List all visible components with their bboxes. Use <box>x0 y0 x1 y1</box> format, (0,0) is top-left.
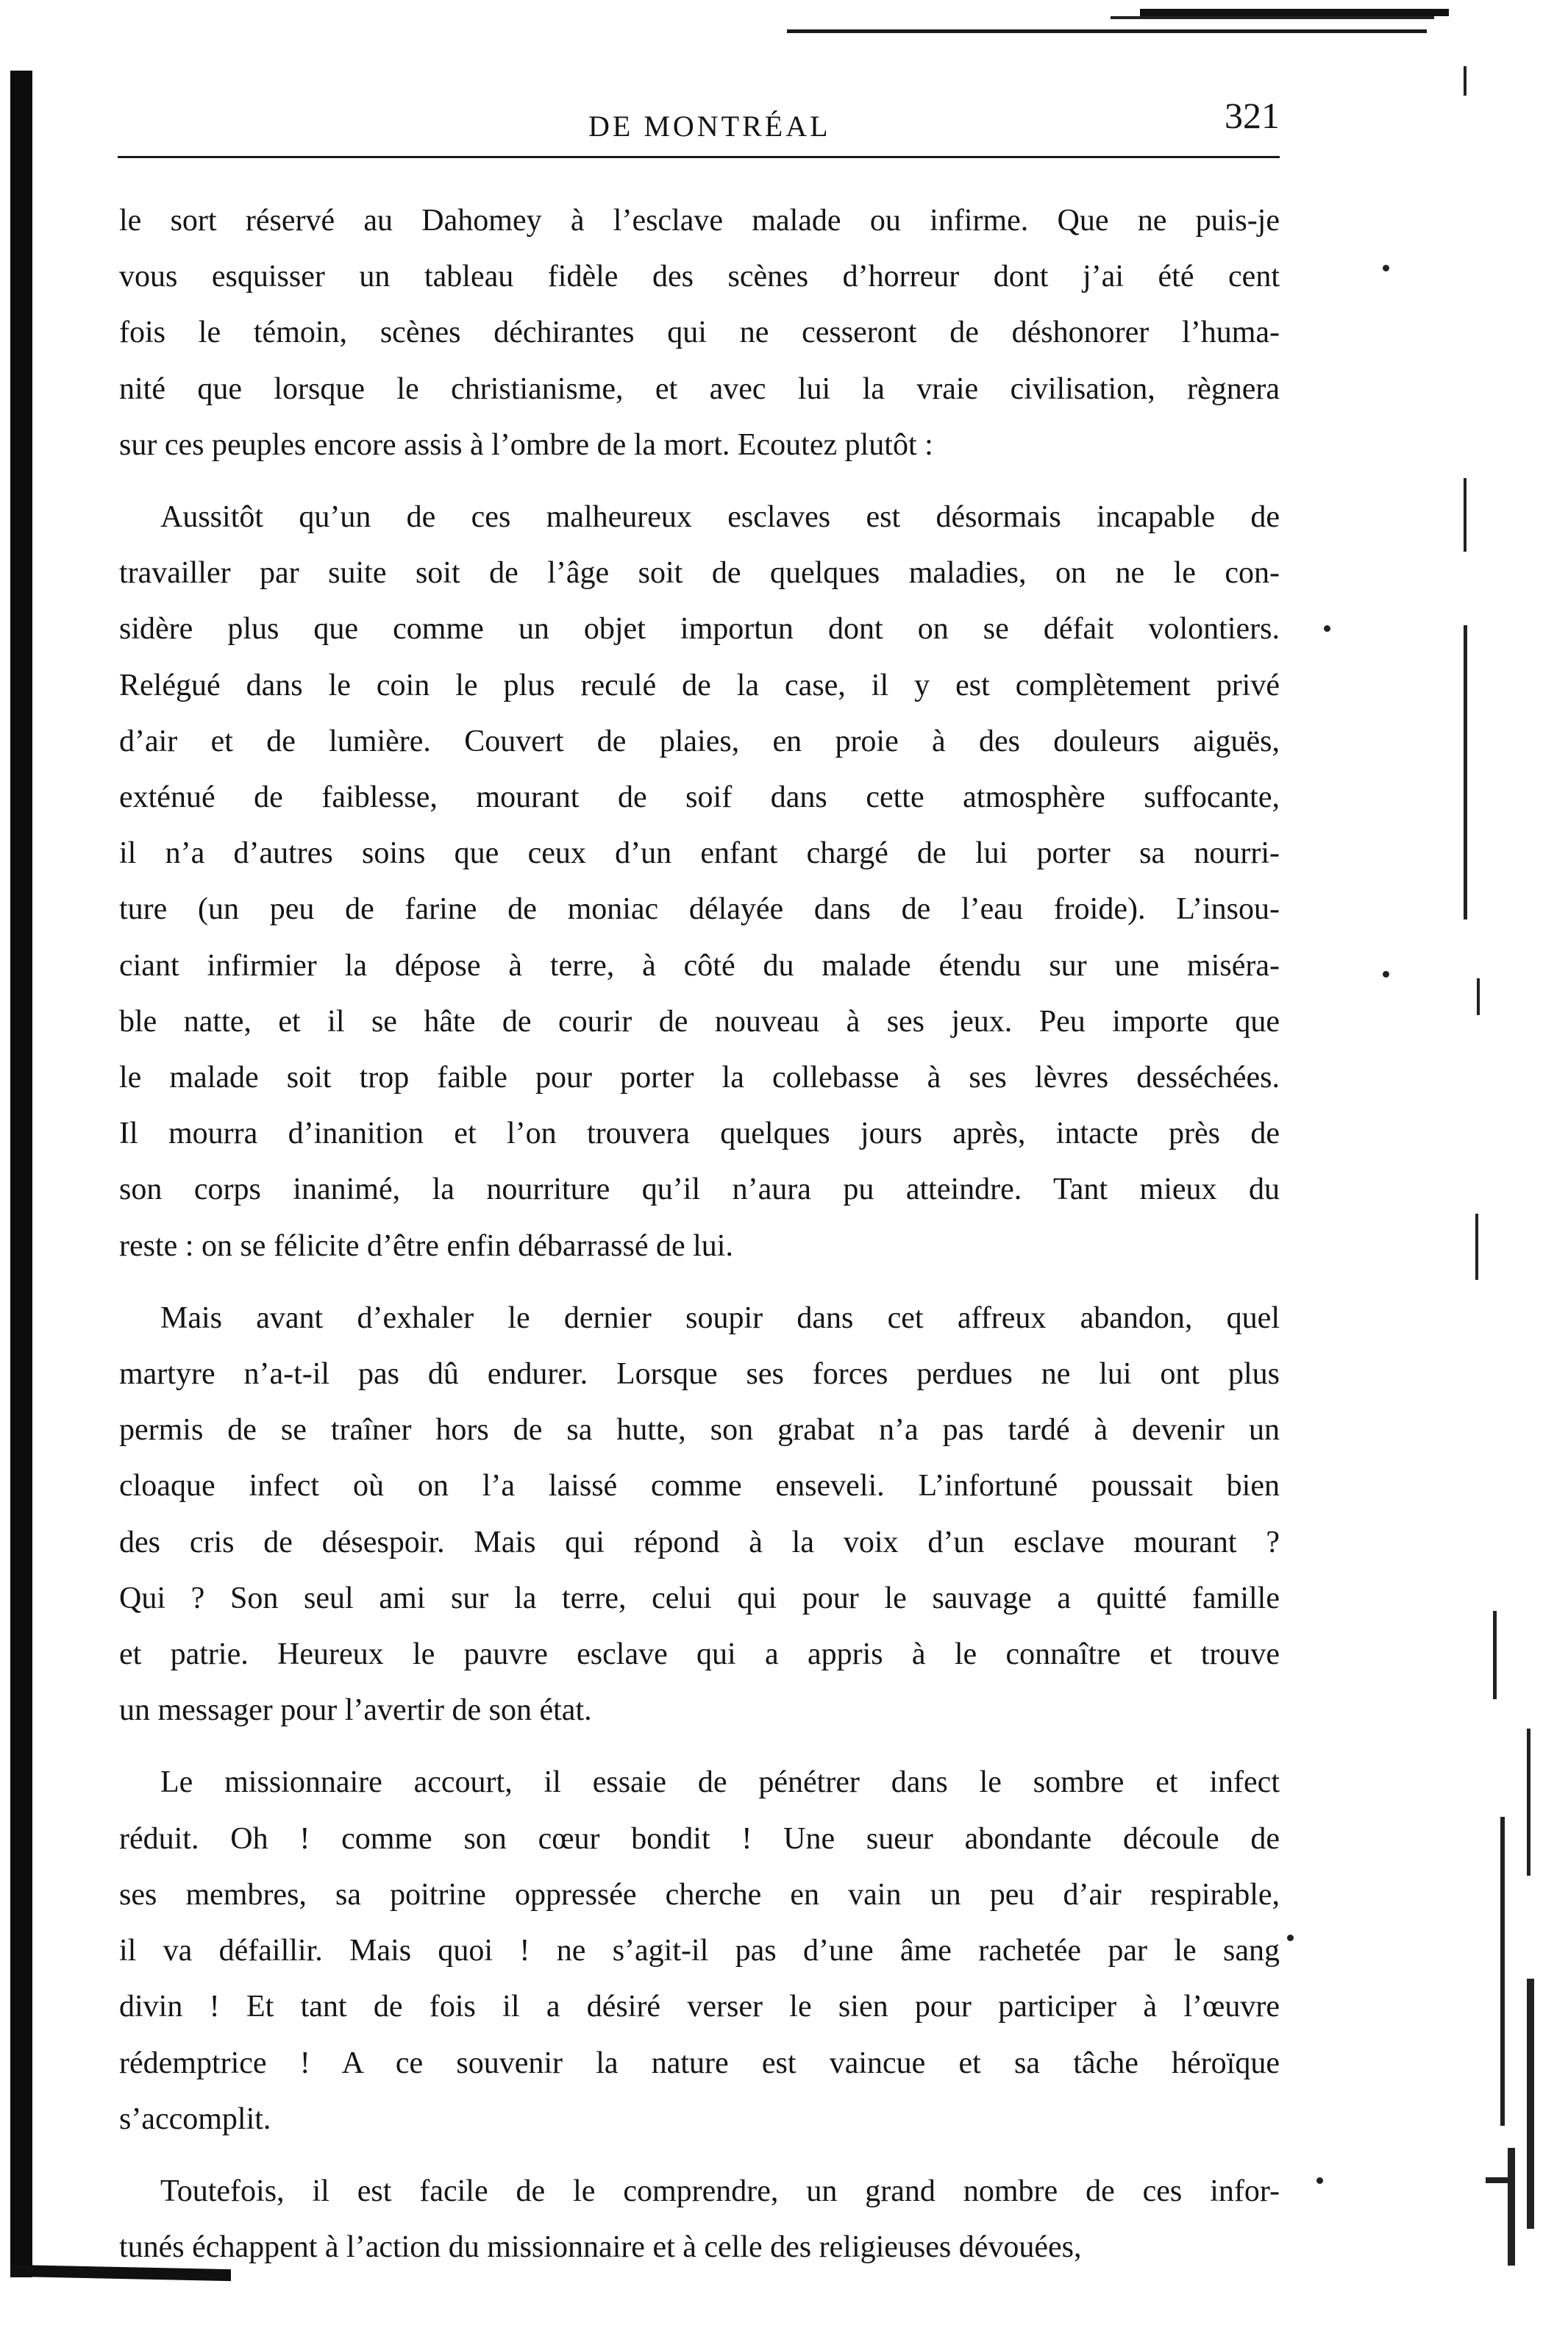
paragraph <box>119 1290 1280 1739</box>
scan-dot <box>1324 625 1330 632</box>
scan-dot <box>1383 971 1389 978</box>
text-line: un messager pour l’avertir de son état. <box>119 1693 592 1728</box>
page-number: 321 <box>1225 95 1280 136</box>
paragraph <box>119 193 1280 473</box>
edge-mark <box>1500 1817 1505 2126</box>
text-line: Le missionnaire accourt, il essaie de pénétrer dans le sombre et infect <box>160 1765 1280 1800</box>
text-line: sur ces peuples encore assis à l’ombre de la mort. Ecoutez plutôt : <box>119 427 933 462</box>
scan-edge-right <box>1464 66 1552 2332</box>
text-line: vous esquisser un tableau fidèle des scènes d’horreur dont j’ai été cent <box>119 260 1280 294</box>
text-line: d’air et de lumière. Couvert de plaies, en proie à des douleurs aiguës, <box>119 724 1280 758</box>
header-rule <box>118 156 1280 158</box>
text-line: fois le témoin, scènes déchirantes qui ne cesseront de déshonorer l’huma- <box>119 316 1280 350</box>
text-line: exténué de faiblesse, mourant de soif dans cette atmosphère suffocante, <box>119 780 1280 815</box>
running-head <box>118 94 1280 143</box>
scan-dot <box>1287 1935 1294 1941</box>
edge-mark <box>1477 978 1480 1015</box>
text-line: Mais avant d’exhaler le dernier soupir dans cet affreux abandon, quel <box>160 1300 1280 1335</box>
scan-rule-top-thin <box>1111 16 1434 19</box>
text-line: et patrie. Heureux le pauvre esclave qui a appris à le connaître et trouve <box>119 1637 1280 1672</box>
scan-rule-top <box>787 29 1427 33</box>
edge-mark <box>1527 1729 1530 1876</box>
text-line: divin ! Et tant de fois il a désiré verser le sien pour participer à l’œuvre <box>119 1990 1280 2024</box>
text-line: travailler par suite soit de l’âge soit de quelques maladies, on ne le con- <box>119 556 1280 591</box>
text-line: Aussitôt qu’un de ces malheureux esclaves est désormais incapable de <box>160 500 1280 535</box>
paragraph <box>119 489 1280 1274</box>
text-line: ses membres, sa poitrine oppressée cherche en vain un peu d’air respirable, <box>119 1877 1280 1912</box>
paragraph-gap <box>119 1274 1280 1290</box>
edge-mark <box>1493 1611 1497 1699</box>
edge-mark <box>1508 2148 1515 2266</box>
text-line: nité que lorsque le christianisme, et avec lui la vraie civilisation, règnera <box>119 371 1280 406</box>
scan-shadow-left <box>10 71 32 2277</box>
edge-mark <box>1464 625 1467 919</box>
text-line: permis de se traîner hors de sa hutte, son grabat n’a pas tardé à devenir un <box>119 1413 1280 1448</box>
text-line: le sort réservé au Dahomey à l’esclave malade ou infirme. Que ne puis-je <box>119 204 1280 238</box>
edge-mark <box>1464 478 1467 552</box>
text-line: Relégué dans le coin le plus reculé de la case, il y est complètement privé <box>119 668 1280 702</box>
text-line: il va défaillir. Mais quoi ! ne s’agit-il pas d’une âme rachetée par le sang <box>119 1934 1280 1968</box>
edge-mark <box>1464 66 1467 96</box>
text-line: tunés échappent à l’action du missionnaire et à celle des religieuses dévouées, <box>119 2230 1082 2265</box>
text-line: Il mourra d’inanition et l’on trouvera quelques jours après, intacte près de <box>119 1117 1280 1151</box>
scan-dot <box>1383 265 1389 271</box>
running-title: DE MONTRÉAL <box>588 110 831 143</box>
scan-rule-top-thick <box>1140 9 1449 16</box>
scan-dot <box>1316 2177 1323 2184</box>
paragraph <box>119 2163 1280 2275</box>
edge-mark <box>1486 2177 1515 2183</box>
paragraph <box>119 1754 1280 2146</box>
text-line: s’accomplit. <box>119 2102 271 2136</box>
text-line: cloaque infect où on l’a laissé comme enseveli. L’infortuné poussait bien <box>119 1469 1280 1504</box>
text-line: ble natte, et il se hâte de courir de nouveau à ses jeux. Peu importe que <box>119 1004 1280 1039</box>
edge-mark <box>1475 1214 1478 1280</box>
paragraph-gap <box>119 473 1280 489</box>
text-line: ciant infirmier la dépose à terre, à côté du malade étendu sur une miséra- <box>119 948 1280 983</box>
paragraph-gap <box>119 1738 1280 1754</box>
text-line: reste : on se félicite d’être enfin débarrassé de lui. <box>119 1228 733 1263</box>
text-line: sidère plus que comme un objet importun dont on se défait volontiers. <box>119 612 1280 647</box>
text-line: Toutefois, il est facile de le comprendre, un grand nombre de ces infor- <box>160 2174 1280 2208</box>
text-line: rédemptrice ! A ce souvenir la nature est vaincue et sa tâche héroïque <box>119 2046 1280 2080</box>
text-line: martyre n’a-t-il pas dû endurer. Lorsque ses forces perdues ne lui ont plus <box>119 1357 1280 1392</box>
text-line: réduit. Oh ! comme son cœur bondit ! Une sueur abondante découle de <box>119 1821 1280 1856</box>
text-line: des cris de désespoir. Mais qui répond à la voix d’un esclave mourant ? <box>119 1525 1280 1559</box>
text-line: son corps inanimé, la nourriture qu’il n’aura pu atteindre. Tant mieux du <box>119 1172 1280 1207</box>
text-line: le malade soit trop faible pour porter la collebasse à ses lèvres desséchées. <box>119 1061 1280 1095</box>
text-line: Qui ? Son seul ami sur la terre, celui qui pour le sauvage a quitté famille <box>119 1581 1280 1615</box>
edge-mark <box>1527 1979 1534 2229</box>
text-line: ture (un peu de farine de moniac délayée dans de l’eau froide). L’insou- <box>119 892 1280 927</box>
paragraph-gap <box>119 2147 1280 2163</box>
body-text <box>119 193 1280 2275</box>
text-line: il n’a d’autres soins que ceux d’un enfant chargé de lui porter sa nourri- <box>119 836 1280 871</box>
